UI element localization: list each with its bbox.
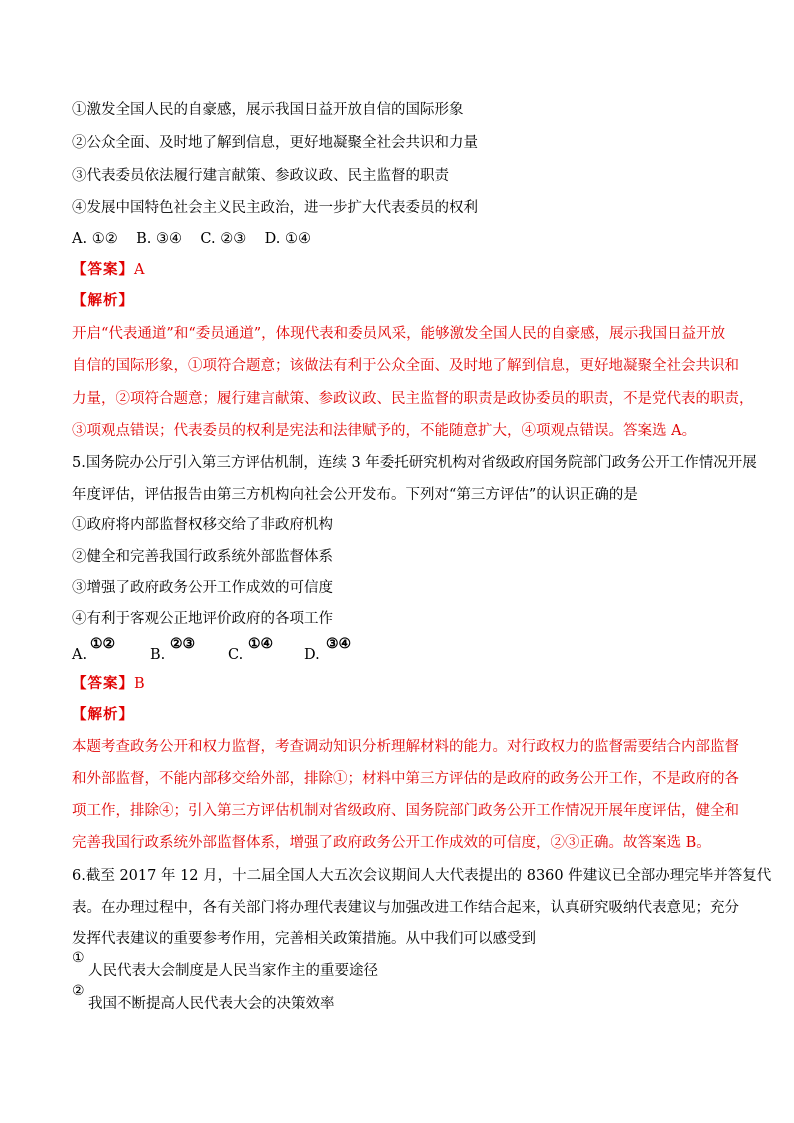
q5-option-3: ③增强了政府政务公开工作成效的可信度 — [72, 580, 333, 596]
q6-stem-line: 6.截至 2017 年 12 月，十二届全国人大五次会议期间人大代表提出的 8360 件建议已全部办理完毕并答复代 — [72, 868, 772, 884]
q4-analysis-line: ③项观点错误；代表委员的权利是宪法和法律赋予的，不能随意扩大，④项观点错误。答案选 A。 — [72, 423, 697, 439]
q4-analysis-line: 力量，②项符合题意；履行建言献策、参政议政、民主监督的职责是政协委员的职责，不是党代表的职责， — [72, 391, 754, 407]
answer-label: 【答案】 — [72, 261, 134, 278]
option-text: 我国不断提高人民代表大会的决策效率 — [88, 996, 335, 1012]
choice-letter: B. — [150, 647, 166, 663]
q5-analysis-line: 本题考查政务公开和权力监督，考查调动知识分析理解材料的能力。对行政权力的监督需要结合内部监督 — [72, 739, 739, 755]
q4-option-1: ①激发全国人民的自豪感，展示我国日益开放自信的国际形象 — [72, 102, 464, 118]
q5-option-4: ④有利于客观公正地评价政府的各项工作 — [72, 611, 333, 627]
q6-stem-line: 发挥代表建议的重要参考作用，完善相关政策措施。从中我们可以感受到 — [72, 931, 536, 947]
q5-option-1: ①政府将内部监督权移交给了非政府机构 — [72, 517, 333, 533]
answer-value: B — [134, 676, 146, 692]
answer-value: A — [134, 262, 146, 278]
q5-option-2: ②健全和完善我国行政系统外部监督体系 — [72, 549, 333, 565]
q4-choices: A. ①② B. ③④ C. ②③ D. ①④ — [72, 231, 311, 247]
choice-letter: D. — [304, 647, 320, 663]
answer-label: 【答案】 — [72, 675, 134, 692]
choice-value: ①② — [90, 636, 116, 652]
q5-stem-line: 年度评估，评估报告由第三方机构向社会公开发布。下列对“第三方评估”的认识正确的是 — [72, 487, 638, 503]
q5-answer — [72, 674, 732, 694]
q4-analysis-line: 自信的国际形象，①项符合题意；该做法有利于公众全面、及时地了解到信息，更好地凝聚全社会共识和 — [72, 358, 739, 374]
q4-option-4: ④发展中国特色社会主义民主政治，进一步扩大代表委员的权利 — [72, 200, 478, 216]
q4-analysis-label: 【解析】 — [72, 292, 134, 309]
q6-stem-line: 表。在办理过程中，各有关部门将办理代表建议与加强改进工作结合起来，认真研究吸纳代表意见；充分 — [72, 900, 739, 916]
option-mark: ② — [72, 983, 85, 999]
q4-option-2: ②公众全面、及时地了解到信息，更好地凝聚全社会共识和力量 — [72, 135, 478, 151]
q5-analysis-line: 完善我国行政系统外部监督体系，增强了政府政务公开工作成效的可信度，②③正确。故答案选 B。 — [72, 835, 711, 851]
choice-letter: C. — [228, 647, 244, 663]
q4-answer — [72, 260, 732, 280]
q4-option-3: ③代表委员依法履行建言献策、参政议政、民主监督的职责 — [72, 168, 449, 184]
choice-value: ③④ — [326, 636, 352, 652]
q4-analysis-line: 开启“代表通道”和“委员通道”，体现代表和委员风采，能够激发全国人民的自豪感，展示我国日益开放 — [72, 326, 726, 342]
choice-value: ①④ — [248, 636, 274, 652]
q5-analysis-line: 和外部监督，不能内部移交给外部，排除①；材料中第三方评估的是政府的政务公开工作，不是政府的各 — [72, 771, 739, 787]
choice-value: ②③ — [170, 636, 196, 652]
q5-analysis-line: 项工作，排除④；引入第三方评估机制对省级政府、国务院部门政务公开工作情况开展年度评估，健全和 — [72, 803, 739, 819]
choice-letter: A. — [72, 647, 88, 663]
q5-stem-line: 5.国务院办公厅引入第三方评估机制，连续 3 年委托研究机构对省级政府国务院部门政务公开工作情况开展 — [72, 455, 757, 471]
q5-analysis-label: 【解析】 — [72, 706, 134, 723]
option-mark: ① — [72, 950, 85, 966]
option-text: 人民代表大会制度是人民当家作主的重要途径 — [88, 963, 378, 979]
